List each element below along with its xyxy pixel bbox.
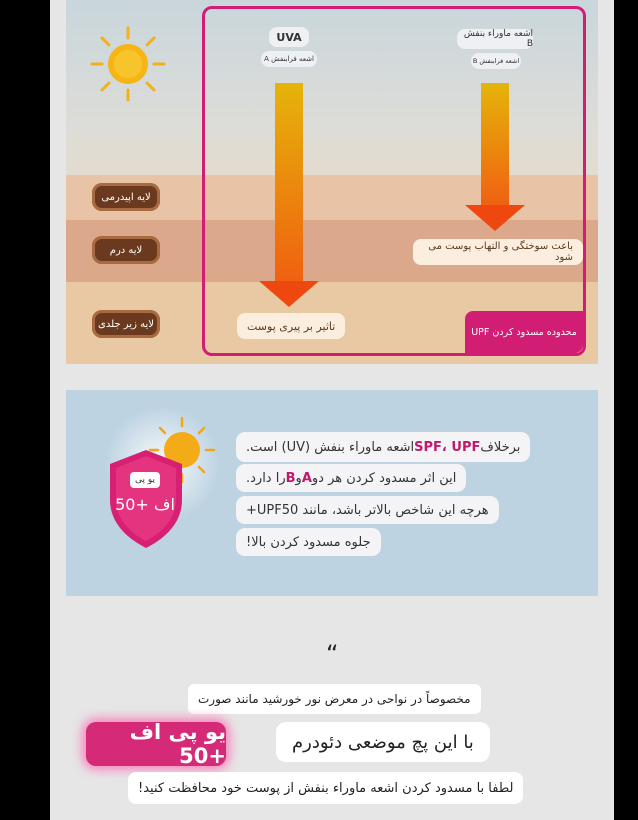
upf-info-panel (66, 390, 598, 596)
info-line-3: هرچه این شاخص بالاتر باشد، مانند UPF50+ (236, 496, 499, 524)
uva-arrow-head (259, 281, 319, 307)
dermis-label: لایه درم (92, 236, 160, 264)
bottom-line-1: مخصوصاً در نواحی در معرض نور خورشید مانند صورت (188, 684, 481, 714)
quote-mark: “ (326, 640, 339, 668)
info-line-1: برخلاف SPF، UPF اشعه ماوراء بنفش (UV) است. (236, 432, 530, 462)
upf-50-tag: یو پی اف +50 (86, 722, 226, 766)
subcutaneous-label: لایه زیر جلدی (92, 310, 160, 338)
sun-icon (88, 24, 168, 104)
uvb-arrow-head (465, 205, 525, 231)
shield-badge-top: یو پی (130, 472, 160, 488)
uvb-effect: باعث سوختگی و التهاب پوست می شود (413, 239, 583, 265)
skin-layers-diagram (66, 0, 598, 364)
uvb-title: اشعه ماوراء بنفش B (457, 29, 533, 49)
shield-badge-bottom: اف +50 (115, 494, 175, 514)
uva-title: UVA (269, 27, 309, 47)
upf-frame (202, 6, 586, 356)
uva-arrow-shaft (275, 83, 303, 283)
page (50, 0, 614, 820)
uvb-subtitle: اشعه فرابنفش B (471, 53, 521, 69)
upf-range-badge: محدوده مسدود کردن UPF (465, 311, 583, 353)
uvb-arrow-shaft (481, 83, 509, 207)
uva-subtitle: اشعه فرابنفش A (261, 51, 317, 67)
epidermis-label: لایه اپیدرمی (92, 183, 160, 211)
bottom-line-3: لطفا با مسدود کردن اشعه ماوراء بنفش از پوست خود محافظت کنید! (128, 772, 523, 804)
uva-effect: تاثیر بر پیری پوست (237, 313, 345, 339)
bottom-line-2: با این پچ موضعی دئودرم (276, 722, 490, 762)
info-line-2: این اثر مسدود کردن هر دو A و B را دارد. (236, 464, 466, 492)
info-line-4: جلوه مسدود کردن بالا! (236, 528, 381, 556)
